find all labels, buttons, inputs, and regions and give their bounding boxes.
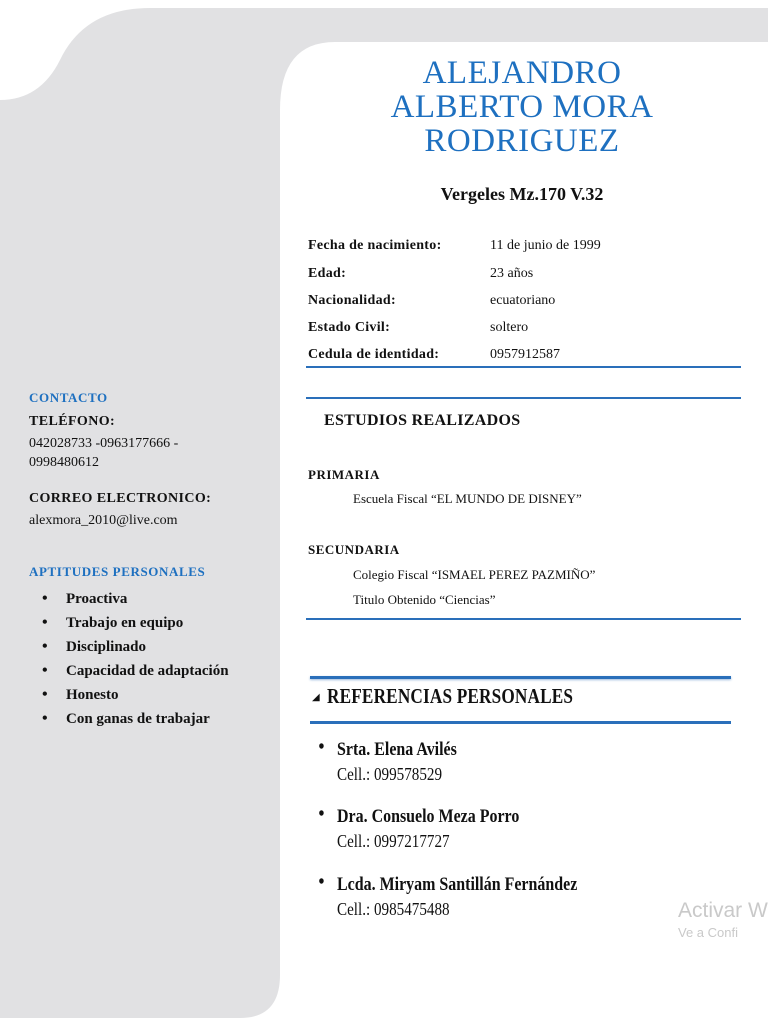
watermark-line-2: Ve a Confi — [678, 925, 738, 940]
reference-name: Srta. Elena Avilés — [337, 739, 457, 760]
secundaria-title: Titulo Obtenido “Ciencias” — [353, 592, 496, 607]
reference-item — [318, 736, 457, 786]
name-line-1: ALEJANDRO — [422, 55, 622, 91]
info-value: ecuatoriano — [490, 293, 556, 308]
reference-cell: Cell.: 0997217727 — [337, 831, 450, 851]
reference-item — [318, 803, 520, 853]
divider — [306, 618, 741, 620]
info-label: Edad: — [308, 266, 347, 281]
reference-cell: Cell.: 0985475488 — [337, 899, 450, 919]
primaria-label: PRIMARIA — [308, 467, 380, 482]
email-label: CORREO ELECTRONICO: — [29, 491, 212, 506]
bullet-icon: • — [318, 736, 325, 758]
referencias-title: REFERENCIAS PERSONALES — [327, 684, 574, 708]
aptitudes-list — [30, 587, 229, 731]
reference-cell: Cell.: 099578529 — [337, 764, 442, 784]
info-value: 0957912587 — [490, 347, 560, 362]
info-label: Fecha de nacimiento: — [308, 238, 442, 253]
info-label: Cedula de identidad: — [308, 347, 440, 362]
contact-heading: CONTACTO — [29, 390, 108, 405]
divider — [310, 676, 731, 679]
name-line-2: ALBERTO MORA — [390, 89, 654, 125]
info-value: soltero — [490, 320, 529, 335]
list-item: • Disciplinado — [30, 635, 229, 659]
reference-name: Dra. Consuelo Meza Porro — [337, 806, 520, 827]
info-label: Nacionalidad: — [308, 293, 396, 308]
phone-label: TELÉFONO: — [29, 414, 116, 429]
activation-watermark — [678, 898, 768, 954]
info-row-civil-status — [308, 320, 748, 347]
email-value: alexmora_2010@live.com — [29, 513, 178, 528]
info-label: Estado Civil: — [308, 320, 391, 335]
info-row-nationality — [308, 293, 748, 320]
list-item: • Con ganas de trabajar — [30, 707, 229, 731]
info-value: 11 de junio de 1999 — [490, 238, 601, 253]
info-row-birthdate — [308, 238, 748, 265]
info-row-id — [308, 347, 748, 374]
list-item: • Trabajo en equipo — [30, 611, 229, 635]
bullet-icon: • — [318, 871, 325, 893]
collapse-triangle-icon: ◢ — [312, 692, 320, 703]
aptitudes-heading: APTITUDES PERSONALES — [29, 564, 206, 579]
list-item: • Honesto — [30, 683, 229, 707]
info-row-age — [308, 266, 748, 293]
reference-name: Lcda. Miryam Santillán Fernández — [337, 874, 578, 895]
address: Vergeles Mz.170 V.32 — [440, 184, 604, 204]
reference-item — [318, 871, 578, 921]
divider — [306, 397, 741, 399]
name-line-3: RODRIGUEZ — [424, 123, 620, 159]
phone-value: 042028733 -0963177666 - 0998480612 — [29, 436, 179, 470]
list-item: • Capacidad de adaptación — [30, 659, 229, 683]
divider — [306, 366, 741, 368]
divider — [310, 721, 731, 724]
list-item: • Proactiva — [30, 587, 229, 611]
bullet-icon: • — [318, 803, 325, 825]
secundaria-school: Colegio Fiscal “ISMAEL PEREZ PAZMIÑO” — [353, 567, 596, 582]
secundaria-label: SECUNDARIA — [308, 542, 400, 557]
watermark-line-1: Activar W — [678, 899, 768, 922]
estudios-title: ESTUDIOS REALIZADOS — [324, 412, 521, 429]
primaria-school: Escuela Fiscal “EL MUNDO DE DISNEY” — [353, 491, 582, 506]
full-name — [330, 56, 714, 158]
info-value: 23 años — [490, 266, 534, 281]
